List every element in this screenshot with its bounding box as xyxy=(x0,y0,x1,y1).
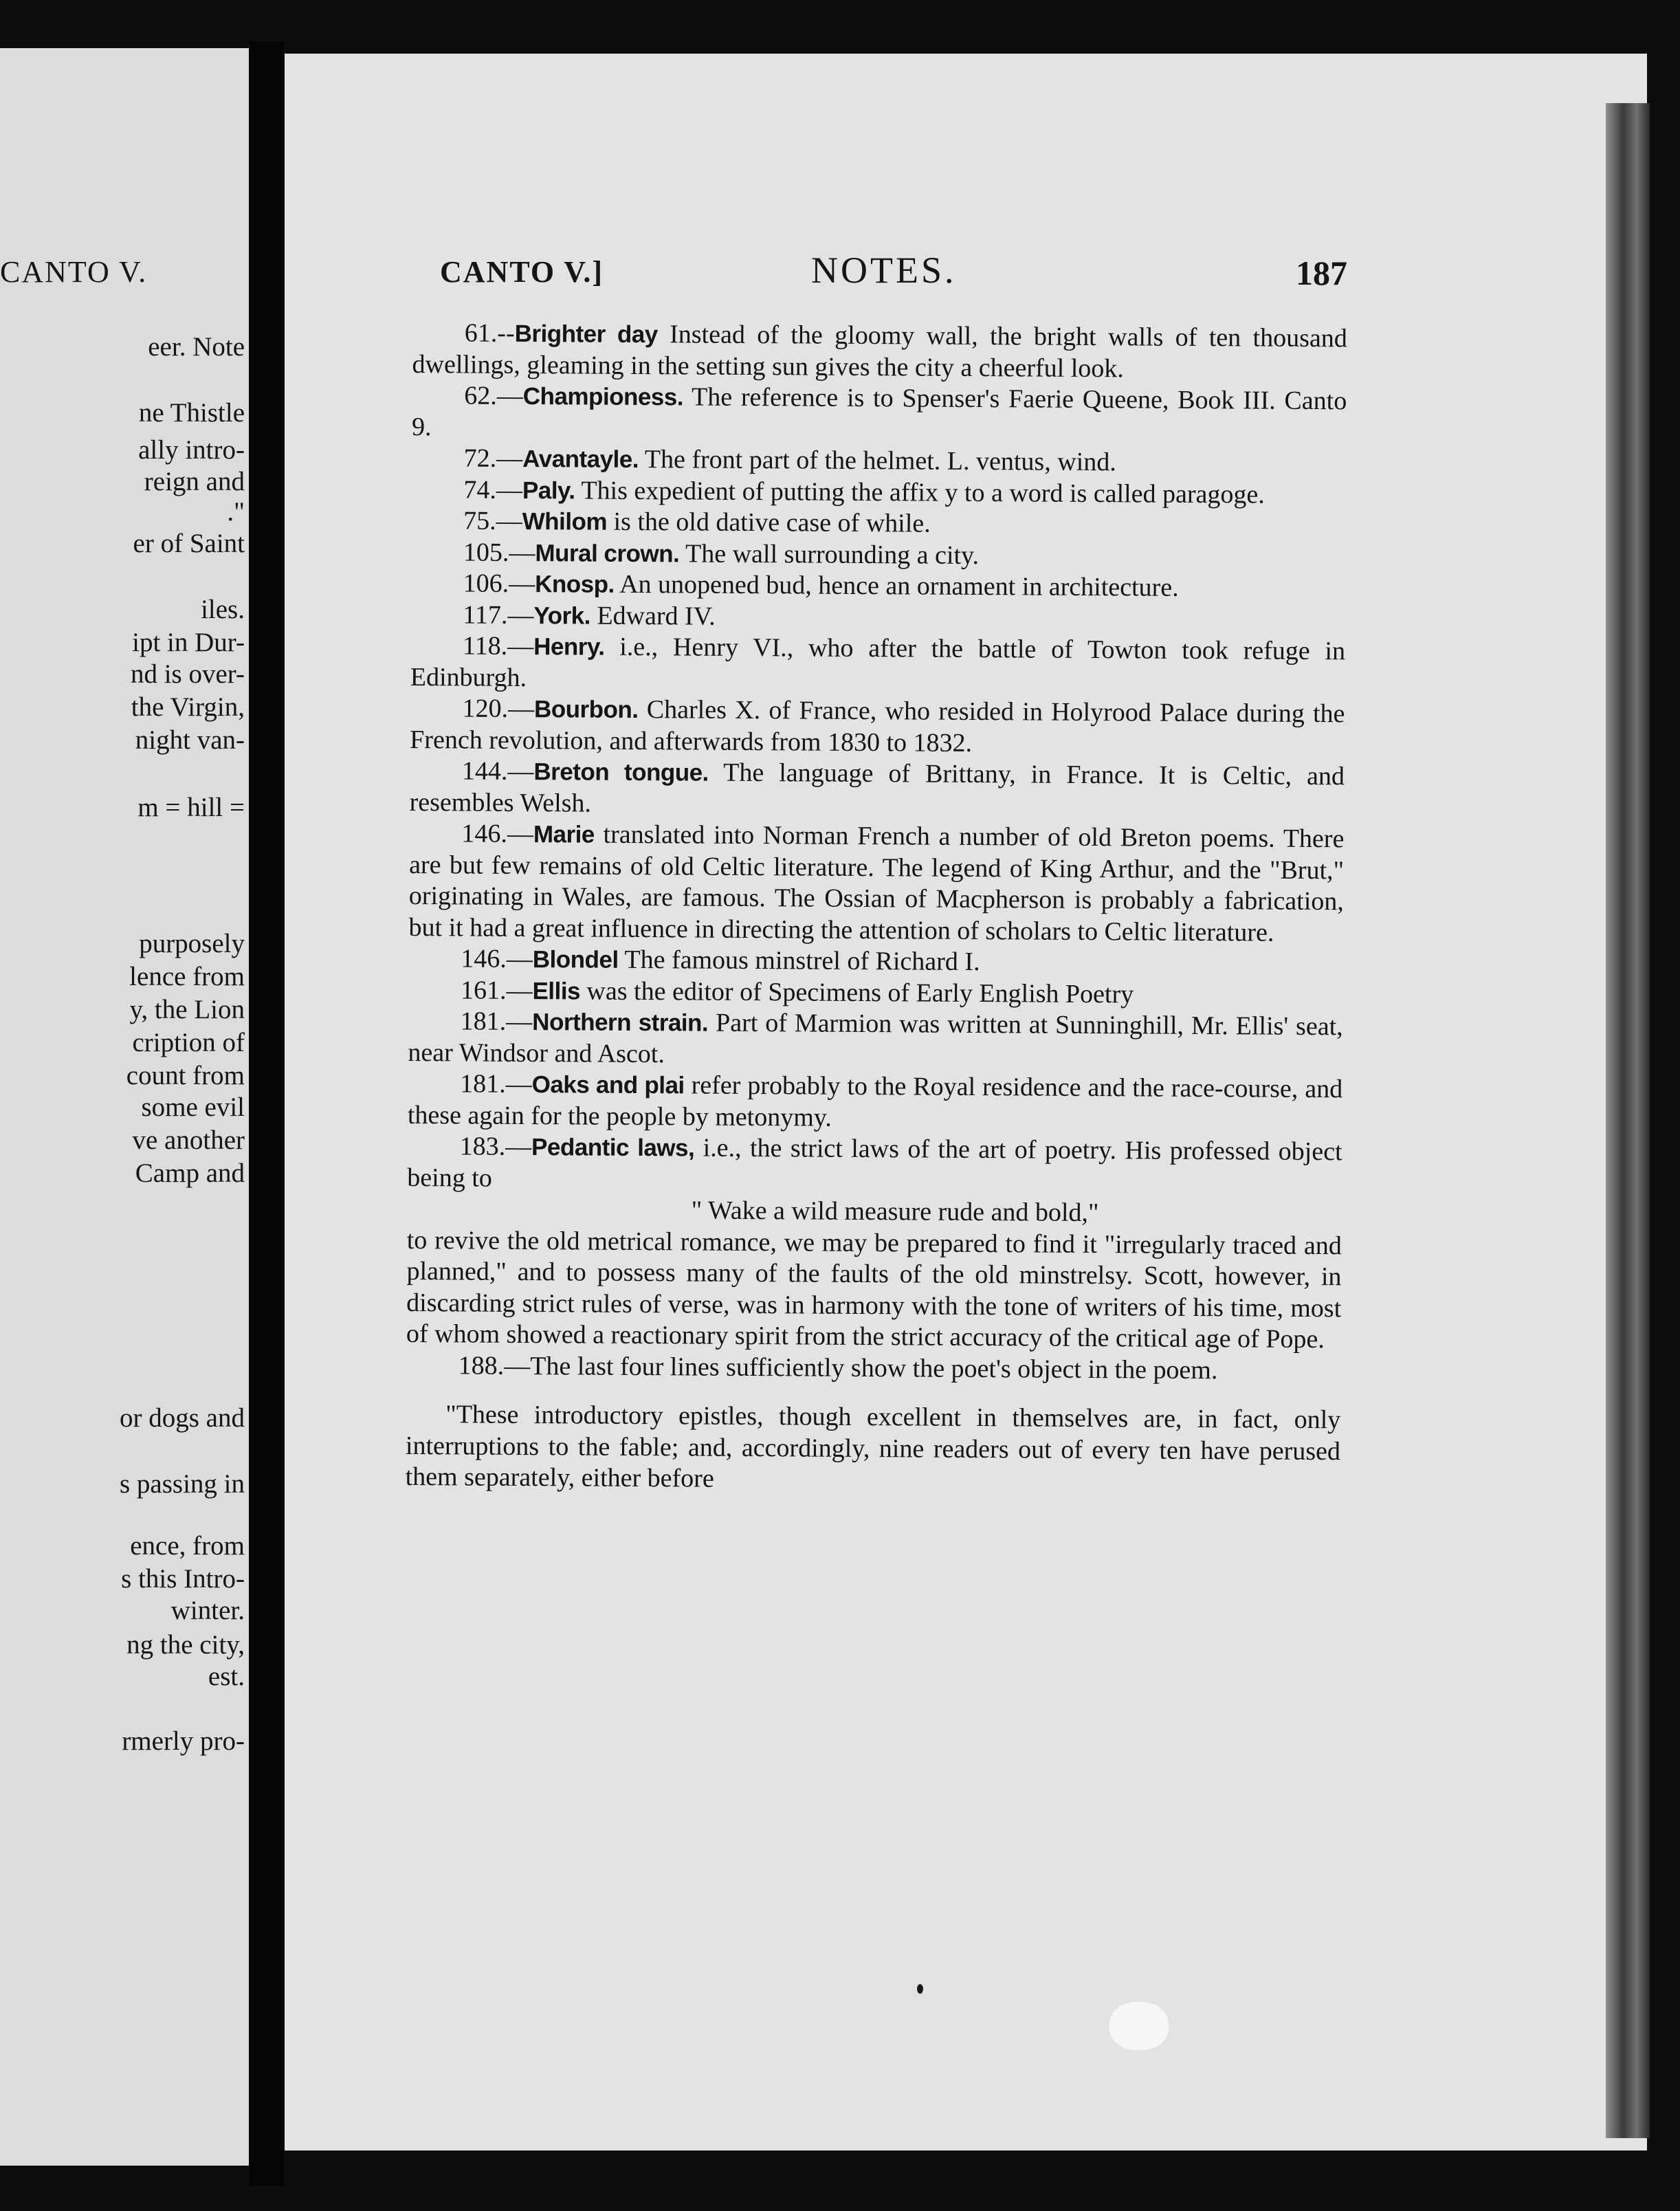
book-gutter xyxy=(249,41,285,2186)
left-page-line: s passing in xyxy=(119,1469,245,1499)
note-text: Edward IV. xyxy=(590,601,716,631)
note-entry xyxy=(410,693,1345,761)
left-page-line: rmerly pro- xyxy=(122,1726,245,1756)
verse-quote: " Wake a wild measure rude and bold," xyxy=(691,1196,1099,1228)
note-text: is the old dative case of while. xyxy=(606,507,931,538)
note-text: i.e., Henry VI., who after the battle of Towton took refuge in Edinburgh. xyxy=(410,632,1346,692)
note-entry xyxy=(408,818,1344,949)
note-lemma: Pedantic laws, xyxy=(531,1134,695,1162)
note-lemma: Ellis xyxy=(532,977,581,1005)
note-number: 106.— xyxy=(463,569,535,599)
page-number: 187 xyxy=(1296,254,1347,292)
note-number: 181.— xyxy=(460,1069,532,1099)
note-text: The language of Brittany, in France. It is Celtic, and resembles Welsh. xyxy=(409,758,1345,818)
note-lemma: Paly. xyxy=(522,476,575,504)
note-text: The last four lines sufficiently show the poet's object in the poem. xyxy=(530,1351,1218,1385)
left-page-line: ve another xyxy=(132,1125,245,1155)
left-page-line: night van- xyxy=(135,725,245,755)
left-page-line: ." xyxy=(227,497,245,527)
note-lemma: Marie xyxy=(533,821,595,848)
note-text: An unopened bud, hence an ornament in architecture. xyxy=(614,569,1179,602)
left-page-line: winter. xyxy=(170,1596,245,1625)
note-entry xyxy=(411,505,1346,542)
left-page-line: Camp and xyxy=(135,1158,245,1188)
note-text: Charles X. of France, who resided in Holyrood Palace during the French revolution, and afterwards from 1830 to 1832. xyxy=(410,695,1345,758)
ink-speck xyxy=(917,1984,923,1994)
left-page-line: ne Thistle xyxy=(138,398,245,428)
note-lemma: Whilom xyxy=(522,507,608,536)
note-entry xyxy=(412,380,1347,448)
left-page-line: nd is over- xyxy=(130,659,245,689)
left-page-line: y, the Lion xyxy=(129,995,245,1024)
note-text: The front part of the helmet. L. ventus, wind. xyxy=(638,445,1116,477)
note-lemma: Blondel xyxy=(532,946,619,974)
running-head-canto: CANTO V.] xyxy=(440,255,604,289)
left-page-line: or dogs and xyxy=(120,1403,245,1433)
note-number: 74.— xyxy=(463,474,523,505)
note-text: The reference is to Spenser's Faerie Queene, Book III. Canto 9. xyxy=(411,382,1347,441)
note-number: 61.-- xyxy=(464,318,515,348)
note-lemma: Oaks and plai xyxy=(531,1071,685,1099)
note-number: 183.— xyxy=(459,1132,532,1162)
note-number: 181.— xyxy=(460,1006,533,1037)
left-page-line: iles. xyxy=(201,595,245,624)
note-lemma: Breton tongue. xyxy=(533,758,709,786)
note-number: 75.— xyxy=(463,506,522,536)
note-number: 105.— xyxy=(463,537,535,567)
left-page-line: lence from xyxy=(129,962,245,991)
note-number: 117.— xyxy=(463,600,534,630)
note-lemma: Championess. xyxy=(522,382,684,411)
notes-body xyxy=(406,318,1347,1499)
note-text: The wall surrounding a city. xyxy=(679,538,980,570)
note-entry xyxy=(410,568,1345,605)
note-lemma: Brighter day xyxy=(514,320,658,349)
note-entry xyxy=(410,599,1345,636)
left-page-line: eer. Note xyxy=(148,332,245,362)
note-number: 118.— xyxy=(462,631,534,661)
note-188 xyxy=(406,1350,1341,1387)
note-number: 146.— xyxy=(461,819,534,849)
note-entry xyxy=(408,974,1343,1011)
left-page-line: ence, from xyxy=(130,1531,245,1561)
notes-list xyxy=(407,318,1347,1199)
note-text: refer probably to the Royal residence and the race-course, and these again for the people by metonymy. xyxy=(407,1070,1343,1132)
note-entry xyxy=(407,1131,1342,1199)
note-entry xyxy=(408,1068,1343,1136)
note-entry xyxy=(412,318,1347,386)
left-page-line: er of Saint xyxy=(133,529,245,558)
left-page-line: ipt in Dur- xyxy=(132,628,245,657)
left-page-line: ng the city, xyxy=(126,1630,245,1660)
previous-page xyxy=(0,48,249,2166)
running-head xyxy=(440,249,1347,297)
left-page-line: m = hill = xyxy=(137,793,245,822)
left-page-line: reign and xyxy=(144,467,245,496)
note-entry xyxy=(408,1006,1343,1074)
note-number: 161.— xyxy=(460,975,533,1005)
note-lemma: Knosp. xyxy=(535,571,615,598)
note-text: Instead of the gloomy wall, the bright walls of ten thousand dwellings, gleaming in the setting sun gives the city a cheerful look. xyxy=(412,320,1347,383)
note-entry xyxy=(412,443,1347,480)
left-page-line: count from xyxy=(126,1061,245,1090)
note-entry xyxy=(408,943,1343,980)
note-number: 72.— xyxy=(463,443,523,473)
left-page-line: cription of xyxy=(132,1028,245,1057)
note-number: 188.— xyxy=(458,1350,531,1380)
note-lemma: York. xyxy=(533,602,591,630)
note-text: was the editor of Specimens of Early English Poetry xyxy=(579,976,1134,1009)
running-head-title: NOTES. xyxy=(811,250,957,291)
note-text: This expedient of putting the affix y to a word is called paragoge. xyxy=(575,475,1265,509)
left-page-line: s this Intro- xyxy=(121,1564,245,1594)
note-entry xyxy=(410,756,1345,824)
note-text: Part of Marmion was written at Sunninghill, Mr. Ellis' seat, near Windsor and Ascot. xyxy=(408,1008,1343,1068)
note-text: translated into Norman French a number of old Breton poems. There are but few remains of old Celtic literature. The legend of King Arthur, and the "Brut," originating in Wales, are famous. The Ossian of Macpherson is probably a fabrication, but it had a great influence in directing the attention of scholars to Celtic literature. xyxy=(408,820,1345,947)
note-lemma: Avantayle. xyxy=(522,445,639,474)
note-lemma: Mural crown. xyxy=(535,539,680,567)
left-page-line: purposely xyxy=(139,929,245,958)
note-entry xyxy=(411,474,1346,511)
note-entry xyxy=(410,630,1346,698)
continuation-paragraph: to revive the old metrical romance, we may be prepared to find it "irregularly traced and planned," and to possess many of the faults of the old minstrelsy. Scott, however, in discarding strict rules of verse, was in harmony with the tone of writers of his time, most of whom showed a reactionary spirit from the strict accuracy of the critical age of Pope. xyxy=(406,1225,1342,1354)
note-number: 120.— xyxy=(462,694,535,724)
left-running-head: CANTO V. xyxy=(0,255,148,289)
note-lemma: Northern strain. xyxy=(532,1009,709,1037)
page-edge xyxy=(1606,103,1650,2138)
note-lemma: Bourbon. xyxy=(533,696,639,724)
left-page-line: est. xyxy=(208,1662,245,1691)
paper-blot xyxy=(1109,2002,1169,2050)
note-lemma: Henry. xyxy=(533,633,605,661)
left-page-line: the Virgin, xyxy=(131,692,245,722)
note-entry xyxy=(411,536,1346,573)
left-page-line: some evil xyxy=(141,1092,245,1122)
closing-quotation: "These introductory epistles, though excellent in themselves are, in fact, only interruptions to the fable; and, accordingly, nine readers out of every ten have perused them separately, either before xyxy=(405,1400,1341,1493)
note-number: 144.— xyxy=(461,756,534,786)
note-text: i.e., the strict laws of the art of poetry. His professed object being to xyxy=(407,1133,1342,1193)
note-text: The famous minstrel of Richard I. xyxy=(618,945,980,977)
note-number: 62.— xyxy=(464,381,523,410)
left-page-line: ally intro- xyxy=(138,435,245,465)
note-number: 146.— xyxy=(461,944,533,974)
